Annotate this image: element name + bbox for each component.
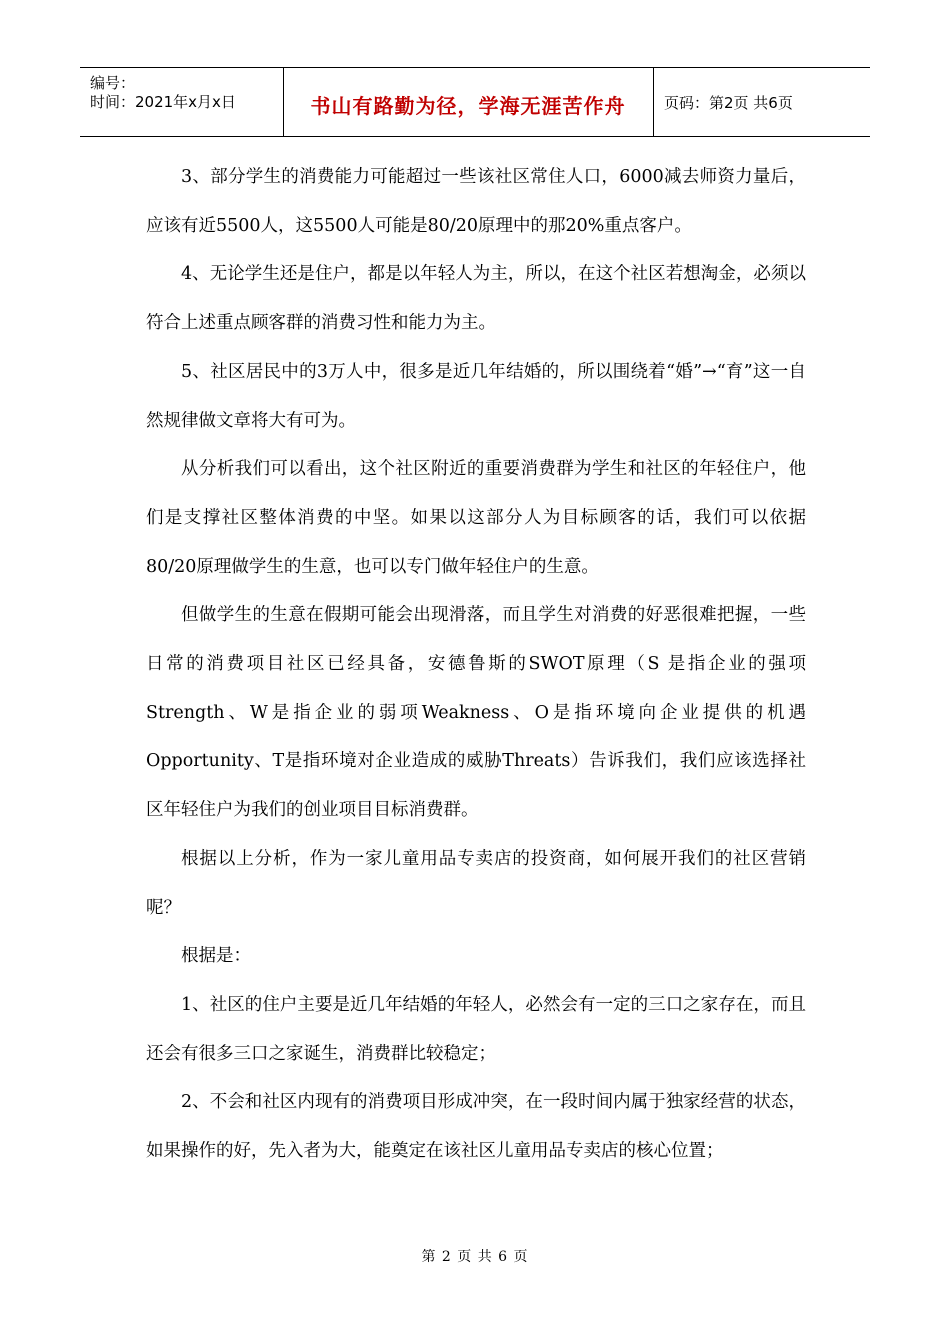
header-page-info: 页码：第2页 共6页 [664,94,793,112]
paragraph-item-5: 5、社区居民中的3万人中，很多是近几年结婚的，所以围绕着“婚”→“育”这一自然规律做文章将大有可为。 [146,361,806,431]
page-footer: 第 2 页 共 6 页 [421,1249,529,1265]
paragraph-basis-heading: 根据是： [181,946,251,967]
header-page-cell [654,68,870,136]
paragraph-item-4: 4、无论学生还是住户，都是以年轻人为主，所以，在这个社区若想淘金，必须以符合上述重点顾客群的消费习性和能力为主。 [146,264,806,334]
paragraph-item-3: 3、部分学生的消费能力可能超过一些该社区常住人口，6000减去师资力量后，应该有近5500人，这5500人可能是80/20原理中的那20%重点客户。 [146,167,806,236]
paragraph-analysis: 从分析我们可以看出，这个社区附近的重要消费群为学生和社区的年轻住户，他们是支撑社区整体消费的中坚。如果以这部分人为目标顾客的话，我们可以依据80/20原理做学生的生意，也可以专门做年轻住户的生意。 [146,459,806,577]
paragraph-basis-1: 1、社区的住户主要是近几年结婚的年轻人，必然会有一定的三口之家存在，而且还会有很多三口之家诞生，消费群比较稳定； [146,994,806,1064]
paragraph-swot: 但做学生的生意在假期可能会出现滑落，而且学生对消费的好恶很难把握，一些日常的消费项目社区已经具备，安德鲁斯的SWOT原理（S 是指企业的强项Strength、W是指企业的弱项Weakness、O是指环境向企业提供的机遇Opportunity、T是指环境对企业造成的威胁Threats）告诉我们，我们应该选择社区年轻住户为我们的创业项目目标消费群。 [146,605,806,821]
number-label: 编号： [90,74,136,92]
header-meta-cell [80,68,284,136]
page-header [80,67,870,137]
paragraph-basis-2: 2、不会和社区内现有的消费项目形成冲突，在一段时间内属于独家经营的状态，如果操作的好，先入者为大，能奠定在该社区儿童用品专卖店的核心位置； [146,1092,806,1162]
header-motto: 书山有路勤为径，学海无涯苦作舟 [310,94,626,118]
date-label: 时间：2021年x月x日 [90,93,236,111]
document-body [146,153,806,1176]
header-motto-cell [283,68,654,136]
paragraph-question: 根据以上分析，作为一家儿童用品专卖店的投资商，如何展开我们的社区营销呢？ [146,848,806,918]
